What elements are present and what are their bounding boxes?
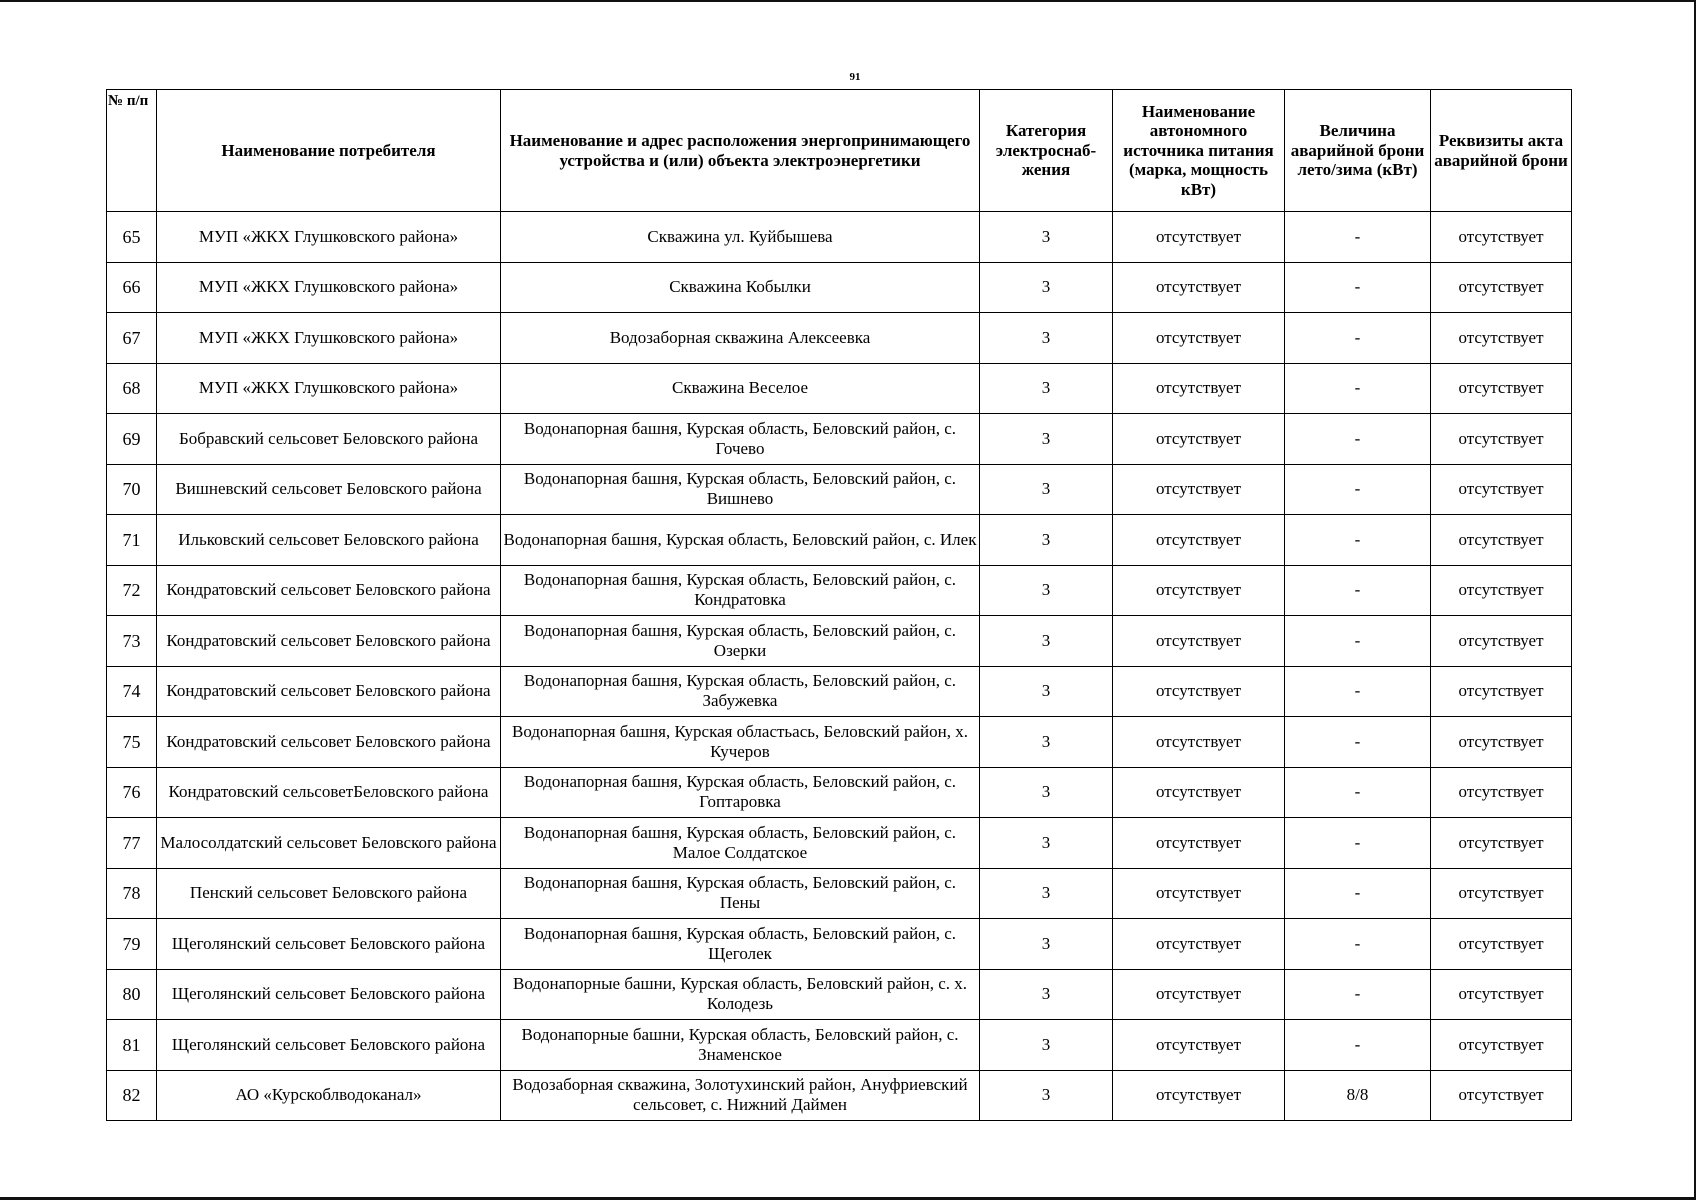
cell-number: 79 xyxy=(107,919,157,970)
cell-number: 74 xyxy=(107,666,157,717)
cell-category: 3 xyxy=(980,868,1113,919)
cell-number: 73 xyxy=(107,616,157,667)
cell-object-address: Водонапорная башня, Курская область, Беловский район, с. Озерки xyxy=(501,616,980,667)
table-row xyxy=(107,717,1572,768)
cell-consumer: Вишневский сельсовет Беловского района xyxy=(157,464,501,515)
cell-consumer: Щеголянский сельсовет Беловского района xyxy=(157,919,501,970)
header-row xyxy=(107,90,1572,212)
cell-consumer: Кондратовский сельсовет Беловского района xyxy=(157,616,501,667)
cell-autonomous-source: отсутствует xyxy=(1113,616,1285,667)
cell-autonomous-source: отсутствует xyxy=(1113,313,1285,364)
cell-category: 3 xyxy=(980,969,1113,1020)
header-act-details: Реквизиты акта аварийной брони xyxy=(1431,90,1572,212)
cell-object-address: Водонапорная башня, Курская область, Беловский район, с. Гочево xyxy=(501,414,980,465)
cell-number: 69 xyxy=(107,414,157,465)
cell-emergency-reserve: - xyxy=(1285,1020,1431,1071)
cell-category: 3 xyxy=(980,363,1113,414)
cell-act-details: отсутствует xyxy=(1431,919,1572,970)
cell-consumer: МУП «ЖКХ Глушковского района» xyxy=(157,363,501,414)
cell-object-address: Водонапорная башня, Курская область, Беловский район, с. Забужевка xyxy=(501,666,980,717)
cell-number: 82 xyxy=(107,1070,157,1121)
cell-consumer: Кондратовский сельсовет Беловского района xyxy=(157,666,501,717)
cell-act-details: отсутствует xyxy=(1431,1020,1572,1071)
cell-emergency-reserve: - xyxy=(1285,666,1431,717)
header-object-address: Наименование и адрес расположения энергопринимающего устройства и (или) объекта электроэнергетики xyxy=(501,90,980,212)
cell-object-address: Водонапорная башня, Курская область, Беловский район, с. Илек xyxy=(501,515,980,566)
header-emergency-reserve: Величина аварийной брони лето/зима (кВт) xyxy=(1285,90,1431,212)
cell-number: 76 xyxy=(107,767,157,818)
cell-consumer: Кондратовский сельсовет Беловского района xyxy=(157,565,501,616)
cell-emergency-reserve: - xyxy=(1285,717,1431,768)
table-row xyxy=(107,212,1572,263)
cell-object-address: Водонапорная башня, Курская область, Беловский район, с. Вишнево xyxy=(501,464,980,515)
cell-consumer: Щеголянский сельсовет Беловского района xyxy=(157,969,501,1020)
cell-act-details: отсутствует xyxy=(1431,363,1572,414)
cell-consumer: Пенский сельсовет Беловского района xyxy=(157,868,501,919)
cell-autonomous-source: отсутствует xyxy=(1113,767,1285,818)
cell-number: 81 xyxy=(107,1020,157,1071)
header-number: № п/п xyxy=(107,90,157,212)
cell-emergency-reserve: - xyxy=(1285,363,1431,414)
cell-act-details: отсутствует xyxy=(1431,1070,1572,1121)
cell-number: 66 xyxy=(107,262,157,313)
table-row xyxy=(107,313,1572,364)
cell-emergency-reserve: - xyxy=(1285,969,1431,1020)
table-body xyxy=(107,212,1572,1121)
cell-object-address: Водозаборная скважина Алексеевка xyxy=(501,313,980,364)
table-row xyxy=(107,1020,1572,1071)
cell-object-address: Водонапорная башня, Курская область, Беловский район, с. Щеголек xyxy=(501,919,980,970)
cell-category: 3 xyxy=(980,666,1113,717)
cell-autonomous-source: отсутствует xyxy=(1113,565,1285,616)
cell-autonomous-source: отсутствует xyxy=(1113,1070,1285,1121)
cell-consumer: МУП «ЖКХ Глушковского района» xyxy=(157,262,501,313)
cell-object-address: Водонапорные башни, Курская область, Беловский район, с. Знаменское xyxy=(501,1020,980,1071)
cell-consumer: Ильковский сельсовет Беловского района xyxy=(157,515,501,566)
cell-act-details: отсутствует xyxy=(1431,212,1572,263)
table-row xyxy=(107,515,1572,566)
cell-object-address: Водонапорные башни, Курская область, Беловский район, с. х. Колодезь xyxy=(501,969,980,1020)
table-row xyxy=(107,969,1572,1020)
cell-act-details: отсутствует xyxy=(1431,515,1572,566)
cell-emergency-reserve: 8/8 xyxy=(1285,1070,1431,1121)
cell-category: 3 xyxy=(980,464,1113,515)
cell-number: 78 xyxy=(107,868,157,919)
table-row xyxy=(107,818,1572,869)
cell-autonomous-source: отсутствует xyxy=(1113,1020,1285,1071)
cell-number: 70 xyxy=(107,464,157,515)
header-consumer: Наименование потребителя xyxy=(157,90,501,212)
cell-category: 3 xyxy=(980,767,1113,818)
cell-act-details: отсутствует xyxy=(1431,414,1572,465)
cell-act-details: отсутствует xyxy=(1431,666,1572,717)
cell-act-details: отсутствует xyxy=(1431,868,1572,919)
table-row xyxy=(107,414,1572,465)
cell-autonomous-source: отсутствует xyxy=(1113,212,1285,263)
cell-autonomous-source: отсутствует xyxy=(1113,969,1285,1020)
cell-emergency-reserve: - xyxy=(1285,868,1431,919)
cell-act-details: отсутствует xyxy=(1431,767,1572,818)
cell-category: 3 xyxy=(980,1070,1113,1121)
cell-category: 3 xyxy=(980,565,1113,616)
cell-autonomous-source: отсутствует xyxy=(1113,919,1285,970)
cell-autonomous-source: отсутствует xyxy=(1113,818,1285,869)
table-row xyxy=(107,262,1572,313)
cell-autonomous-source: отсутствует xyxy=(1113,414,1285,465)
cell-category: 3 xyxy=(980,313,1113,364)
cell-consumer: Щеголянский сельсовет Беловского района xyxy=(157,1020,501,1071)
cell-act-details: отсутствует xyxy=(1431,717,1572,768)
cell-autonomous-source: отсутствует xyxy=(1113,262,1285,313)
table-row xyxy=(107,464,1572,515)
cell-emergency-reserve: - xyxy=(1285,414,1431,465)
cell-emergency-reserve: - xyxy=(1285,313,1431,364)
cell-autonomous-source: отсутствует xyxy=(1113,363,1285,414)
cell-emergency-reserve: - xyxy=(1285,464,1431,515)
cell-category: 3 xyxy=(980,717,1113,768)
cell-category: 3 xyxy=(980,616,1113,667)
cell-object-address: Водонапорная башня, Курская областьась, Беловский район, х. Кучеров xyxy=(501,717,980,768)
cell-emergency-reserve: - xyxy=(1285,212,1431,263)
cell-consumer: МУП «ЖКХ Глушковского района» xyxy=(157,212,501,263)
cell-number: 67 xyxy=(107,313,157,364)
cell-act-details: отсутствует xyxy=(1431,616,1572,667)
consumer-table xyxy=(106,89,1572,1121)
cell-object-address: Водонапорная башня, Курская область, Беловский район, с. Кондратовка xyxy=(501,565,980,616)
cell-act-details: отсутствует xyxy=(1431,565,1572,616)
table-row xyxy=(107,616,1572,667)
cell-object-address: Водозаборная скважина, Золотухинский район, Ануфриевский сельсовет, с. Нижний Даймен xyxy=(501,1070,980,1121)
table-row xyxy=(107,363,1572,414)
cell-emergency-reserve: - xyxy=(1285,818,1431,869)
header-autonomous-source: Наименование автономного источника питания (марка, мощность кВт) xyxy=(1113,90,1285,212)
cell-category: 3 xyxy=(980,919,1113,970)
cell-emergency-reserve: - xyxy=(1285,919,1431,970)
cell-object-address: Скважина Кобылки xyxy=(501,262,980,313)
cell-object-address: Скважина Веселое xyxy=(501,363,980,414)
cell-category: 3 xyxy=(980,414,1113,465)
cell-category: 3 xyxy=(980,1020,1113,1071)
cell-number: 72 xyxy=(107,565,157,616)
table-row xyxy=(107,666,1572,717)
cell-act-details: отсутствует xyxy=(1431,818,1572,869)
cell-emergency-reserve: - xyxy=(1285,515,1431,566)
cell-autonomous-source: отсутствует xyxy=(1113,464,1285,515)
cell-number: 75 xyxy=(107,717,157,768)
table-row xyxy=(107,868,1572,919)
cell-object-address: Водонапорная башня, Курская область, Беловский район, с. Пены xyxy=(501,868,980,919)
cell-act-details: отсутствует xyxy=(1431,969,1572,1020)
scan-border-top xyxy=(0,0,1696,2)
cell-category: 3 xyxy=(980,212,1113,263)
cell-emergency-reserve: - xyxy=(1285,767,1431,818)
table-row xyxy=(107,767,1572,818)
table-row xyxy=(107,565,1572,616)
cell-category: 3 xyxy=(980,262,1113,313)
cell-number: 68 xyxy=(107,363,157,414)
cell-number: 80 xyxy=(107,969,157,1020)
cell-act-details: отсутствует xyxy=(1431,313,1572,364)
cell-autonomous-source: отсутствует xyxy=(1113,717,1285,768)
cell-consumer: Кондратовский сельсоветБеловского района xyxy=(157,767,501,818)
cell-object-address: Скважина ул. Куйбышева xyxy=(501,212,980,263)
header-category: Категория электроснаб-жения xyxy=(980,90,1113,212)
cell-act-details: отсутствует xyxy=(1431,464,1572,515)
cell-number: 65 xyxy=(107,212,157,263)
cell-consumer: АО «Курскоблводоканал» xyxy=(157,1070,501,1121)
cell-consumer: Малосолдатский сельсовет Беловского района xyxy=(157,818,501,869)
cell-autonomous-source: отсутствует xyxy=(1113,868,1285,919)
cell-emergency-reserve: - xyxy=(1285,616,1431,667)
cell-emergency-reserve: - xyxy=(1285,565,1431,616)
cell-category: 3 xyxy=(980,515,1113,566)
table-row xyxy=(107,1070,1572,1121)
table-row xyxy=(107,919,1572,970)
cell-autonomous-source: отсутствует xyxy=(1113,666,1285,717)
cell-object-address: Водонапорная башня, Курская область, Беловский район, с. Малое Солдатское xyxy=(501,818,980,869)
cell-consumer: МУП «ЖКХ Глушковского района» xyxy=(157,313,501,364)
cell-autonomous-source: отсутствует xyxy=(1113,515,1285,566)
cell-object-address: Водонапорная башня, Курская область, Беловский район, с. Гоптаровка xyxy=(501,767,980,818)
cell-number: 77 xyxy=(107,818,157,869)
cell-number: 71 xyxy=(107,515,157,566)
cell-category: 3 xyxy=(980,818,1113,869)
cell-act-details: отсутствует xyxy=(1431,262,1572,313)
cell-consumer: Кондратовский сельсовет Беловского района xyxy=(157,717,501,768)
cell-emergency-reserve: - xyxy=(1285,262,1431,313)
page-number: 91 xyxy=(849,71,861,83)
cell-consumer: Бобравский сельсовет Беловского района xyxy=(157,414,501,465)
